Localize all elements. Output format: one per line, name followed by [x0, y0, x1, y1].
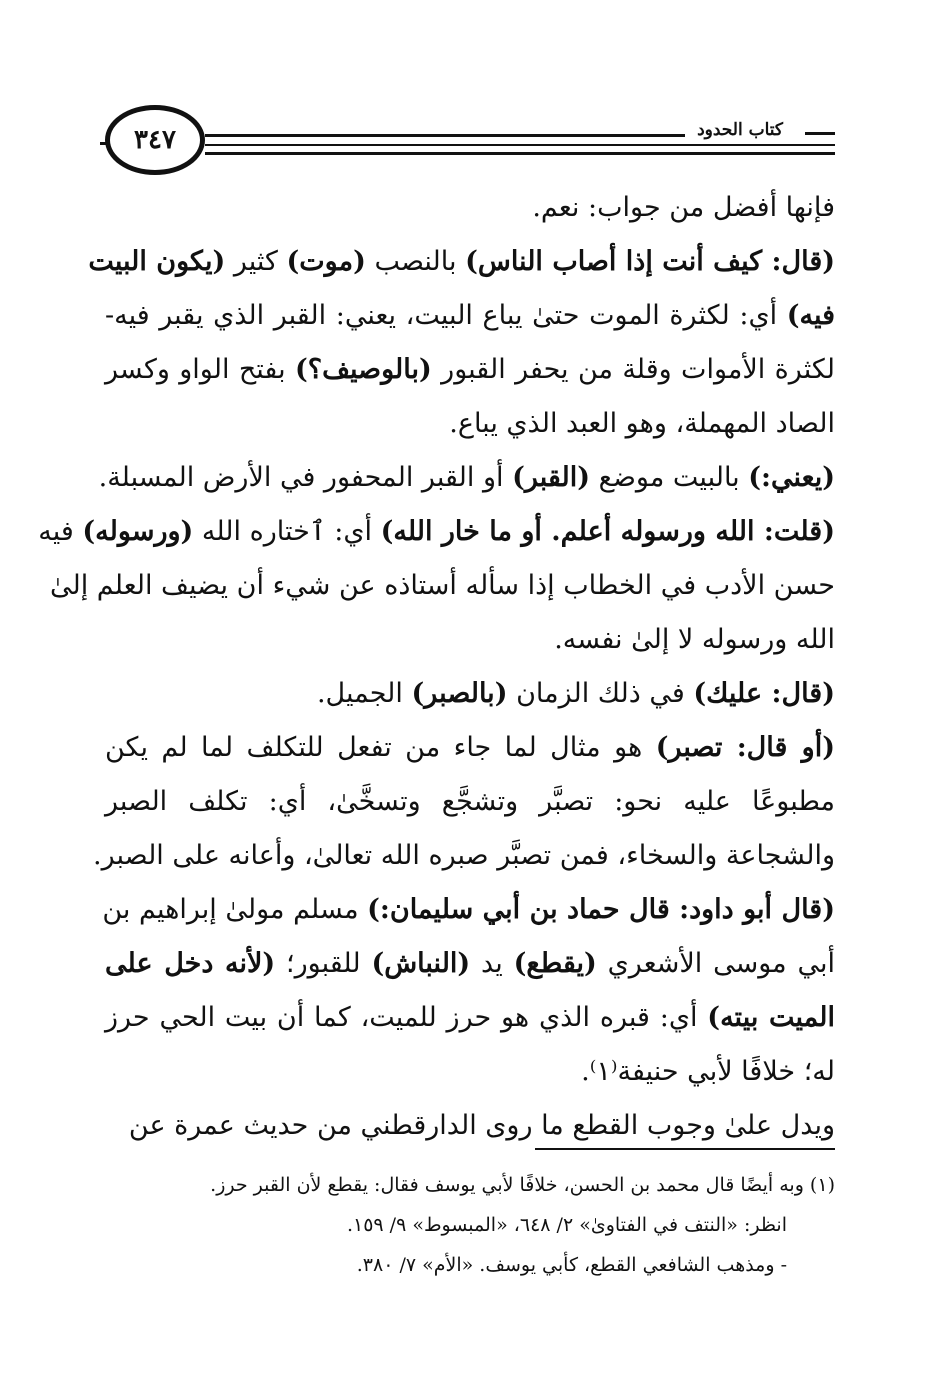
text-line	[38, 505, 835, 559]
bold-text-segment: (ورسوله)	[82, 516, 194, 547]
text-segment: بالبيت موضع	[590, 462, 749, 493]
bold-text-segment: (النباش)	[371, 948, 471, 979]
text-segment: للقبور؛	[275, 948, 372, 979]
bold-text-segment: (قال: كيف أنت إذا أصاب الناس)	[465, 246, 835, 277]
bold-text-segment: (القبر)	[512, 462, 591, 493]
header-rule-middle	[205, 144, 835, 146]
text-line	[49, 559, 835, 613]
text-line	[105, 1045, 835, 1099]
footnote-line: (١) وبه أيضًا قال محمد بن الحسن، خلافًا لأبي يوسف فقال: يقطع لأن القبر حرز.	[210, 1174, 835, 1196]
text-segment: .	[581, 1056, 590, 1087]
bold-text-segment: (يقطع)	[513, 948, 597, 979]
text-line	[98, 451, 835, 505]
text-line	[105, 289, 835, 343]
text-segment: في ذلك الزمان	[507, 678, 694, 709]
footnote-line: - ومذهب الشافعي القطع، كأبي يوسف. «الأم» ٧/ ٣٨٠.	[356, 1254, 787, 1276]
text-segment: بالنصب	[365, 246, 466, 277]
text-line	[105, 181, 835, 235]
bold-text-segment: (قال: عليك)	[693, 678, 835, 709]
text-line	[105, 775, 835, 829]
text-segment: فإنها أفضل من جواب: نعم.	[532, 192, 835, 223]
text-segment: بفتح الواو وكسر	[105, 354, 295, 385]
footnote-separator	[535, 1148, 835, 1150]
text-segment: مسلم مولىٰ إبراهيم بن	[102, 894, 368, 925]
text-segment: يد	[470, 948, 514, 979]
text-segment: الله ورسوله لا إلىٰ نفسه.	[554, 624, 835, 655]
bold-text-segment: (بالوصيف؟)	[294, 354, 432, 385]
chapter-title: كتاب الحدود	[697, 120, 783, 140]
text-segment: الصاد المهملة، وهو العبد الذي يباع.	[449, 408, 835, 439]
text-segment: والشجاعة والسخاء، فمن تصبَّر صبره الله تعالىٰ، وأعانه على الصبر.	[93, 840, 835, 871]
text-segment: أو القبر المحفور في الأرض المسبلة.	[98, 462, 513, 493]
text-segment: كثير	[225, 246, 287, 277]
text-segment: ويدل علىٰ وجوب القطع ما روى الدارقطني من حديث عمرة عن	[128, 1110, 835, 1141]
bold-text-segment: (أو قال: تصبر)	[655, 732, 835, 763]
body-text	[38, 181, 835, 1153]
text-segment: أي: قبره الذي هو حرز للميت، كما أن بيت الحي حرز	[105, 1002, 708, 1033]
text-segment: الجميل.	[316, 678, 412, 709]
text-segment: حسن الأدب في الخطاب إذا سأله أستاذه عن شيء أن يضيف العلم إلىٰ	[49, 570, 835, 601]
page-number-text: ٣٤٧	[134, 125, 176, 155]
text-line	[93, 829, 835, 883]
header-rule-right	[805, 132, 835, 135]
text-segment: أبي موسى الأشعري	[596, 948, 835, 979]
text-segment: أي: ٱختاره الله	[193, 516, 381, 547]
footnotes	[100, 1165, 835, 1285]
page-number	[105, 105, 205, 175]
text-line	[105, 1099, 835, 1153]
bold-text-segment: (بالصبر)	[411, 678, 508, 709]
text-line	[105, 667, 835, 721]
text-segment: ⁽١⁾	[589, 1056, 618, 1087]
bold-text-segment: (لأنه دخل على	[105, 948, 276, 979]
text-segment: له؛ خلافًا لأبي حنيفة	[617, 1056, 835, 1087]
text-line	[102, 883, 835, 937]
text-segment: أي: لكثرة الموت حتىٰ يباع البيت، يعني: القبر الذي يقبر فيه-	[105, 300, 787, 331]
bold-text-segment: (موت)	[286, 246, 366, 277]
header-rule-bottom	[205, 152, 835, 155]
text-line	[105, 613, 835, 667]
text-line	[105, 397, 835, 451]
text-line	[88, 235, 835, 289]
footnote-line: انظر: «النتف في الفتاوىٰ» ٢/ ٦٤٨، «المبسوط» ٩/ ١٥٩.	[346, 1214, 787, 1236]
bold-text-segment: فيه)	[786, 300, 835, 331]
header-rule-top	[205, 134, 685, 137]
text-line	[105, 721, 835, 775]
bold-text-segment: (قال أبو داود: قال حماد بن أبي سليمان:)	[367, 894, 835, 925]
text-line	[105, 343, 835, 397]
bold-text-segment: (يكون البيت	[88, 246, 226, 277]
text-line	[105, 991, 835, 1045]
bold-text-segment: (قلت: الله ورسوله أعلم. أو ما خار الله)	[380, 516, 835, 547]
bold-text-segment: (يعني:)	[748, 462, 835, 493]
text-segment: لكثرة الأموات وقلة من يحفر القبور	[431, 354, 835, 385]
text-segment: مطبوعًا عليه نحو: تصبَّر وتشجَّع وتسخَّىٰ، أي: تكلف الصبر	[105, 786, 835, 817]
bold-text-segment: الميت بيته)	[707, 1002, 835, 1033]
text-segment: فيه	[38, 516, 83, 547]
text-segment: هو مثال لما جاء من تفعل للتكلف لما لم يكن	[105, 732, 656, 763]
text-line	[105, 937, 835, 991]
